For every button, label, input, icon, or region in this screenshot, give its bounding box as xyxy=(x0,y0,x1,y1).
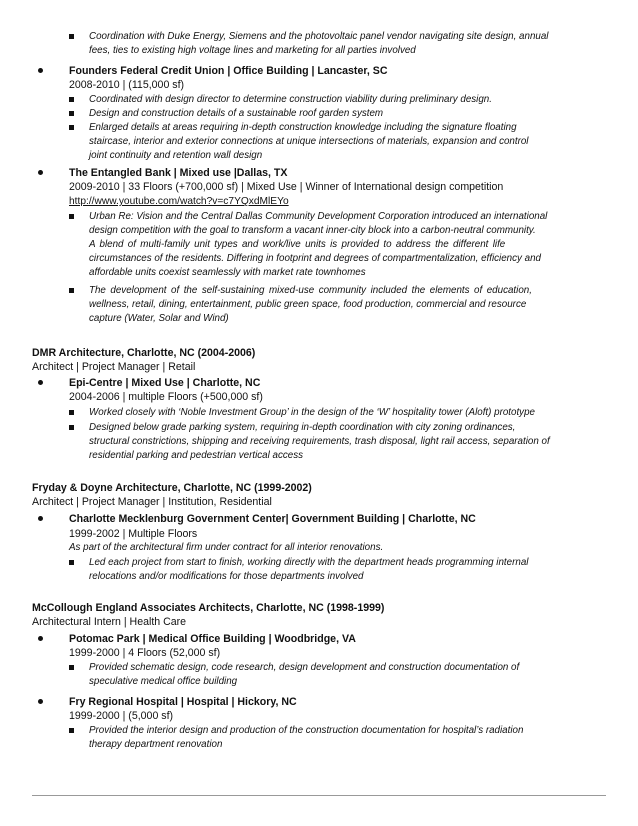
project-title: Epi-Centre | Mixed Use | Charlotte, NC xyxy=(69,377,261,389)
sub-bullet-line: capture (Water, Solar and Wind) xyxy=(89,313,229,324)
round-bullet-icon xyxy=(38,636,43,641)
sub-bullet-line: relocations and/or modifications for those departments involved xyxy=(89,571,364,582)
project-title: The Entangled Bank | Mixed use |Dallas, TX xyxy=(69,167,288,179)
sub-bullet-line: The development of the self-sustaining mixed-use community included the elements of education, xyxy=(89,285,532,296)
square-bullet-icon xyxy=(69,665,74,670)
sub-bullet-line: fees, ties to existing high voltage lines and marketing for all parties involved xyxy=(89,45,416,56)
project-meta: 1999-2000 | (5,000 sf) xyxy=(69,710,174,722)
square-bullet-icon xyxy=(69,425,74,430)
sub-bullet-line: Designed below grade parking system, requiring in-depth coordination with city zoning ordinances, xyxy=(89,422,516,433)
sub-bullet-line: therapy department renovation xyxy=(89,739,223,750)
sub-bullet-line: Coordinated with design director to determine construction viability during preliminary design. xyxy=(89,94,492,105)
sub-bullet-line: Provided schematic design, code research, design development and construction documentation of xyxy=(89,662,520,673)
job-role: Architect | Project Manager | Retail xyxy=(32,361,196,373)
job-heading: Fryday & Doyne Architecture, Charlotte, NC (1999-2002) xyxy=(32,482,312,494)
sub-bullet-line: Enlarged details at areas requiring in-depth construction knowledge including the signature floating xyxy=(89,122,517,133)
square-bullet-icon xyxy=(69,560,74,565)
project-meta: 1999-2000 | 4 Floors (52,000 sf) xyxy=(69,647,221,659)
sub-bullet-line: staircase, interior and exterior connections at unique intersections of materials, expansion and control xyxy=(89,136,529,147)
page-footer-rule xyxy=(32,795,606,796)
sub-bullet-line: joint continuity and retention wall design xyxy=(89,150,263,161)
sub-bullet-line: Provided the interior design and production of the construction documentation for hospital’s radiation xyxy=(89,725,524,736)
project-meta: 2009-2010 | 33 Floors (+700,000 sf) | Mixed Use | Winner of International design competition xyxy=(69,181,504,193)
sub-bullet-line: wellness, retail, dining, entertainment, public green space, food production, commercial and resource xyxy=(89,299,527,310)
job-heading: DMR Architecture, Charlotte, NC (2004-2006) xyxy=(32,347,256,359)
sub-bullet-line: Led each project from start to finish, working directly with the department heads programming internal xyxy=(89,557,529,568)
sub-bullet-line: Design and construction details of a sustainable roof garden system xyxy=(89,108,384,119)
project-meta: 2008-2010 | (115,000 sf) xyxy=(69,79,185,91)
project-title: Potomac Park | Medical Office Building | Woodbridge, VA xyxy=(69,633,356,645)
project-note: As part of the architectural firm under contract for all interior renovations. xyxy=(69,542,384,553)
square-bullet-icon xyxy=(69,410,74,415)
round-bullet-icon xyxy=(38,380,43,385)
sub-bullet-line: Coordination with Duke Energy, Siemens and the photovoltaic panel vendor navigating site design, annual xyxy=(89,31,549,42)
round-bullet-icon xyxy=(38,699,43,704)
job-role: Architectural Intern | Health Care xyxy=(32,616,187,628)
round-bullet-icon xyxy=(38,170,43,175)
youtube-link[interactable]: http://www.youtube.com/watch?v=c7YQxdMlEYo xyxy=(69,196,289,207)
sub-bullet-line: residential parking and pedestrian vertical access xyxy=(89,450,304,461)
square-bullet-icon xyxy=(69,288,74,293)
sub-bullet-line: circumstances of the residents. Differing in footprint and degrees of compartmentalization, efficiency and xyxy=(89,253,541,264)
job-heading: McCollough England Associates Architects, Charlotte, NC (1998-1999) xyxy=(32,602,385,614)
sub-bullet-line: structural constrictions, shipping and receiving requirements, trash disposal, light rail access, separation of xyxy=(89,436,550,447)
project-title: Charlotte Mecklenburg Government Center| Government Building | Charlotte, NC xyxy=(69,513,476,525)
project-title: Fry Regional Hospital | Hospital | Hickory, NC xyxy=(69,696,297,708)
square-bullet-icon xyxy=(69,728,74,733)
project-meta: 2004-2006 | multiple Floors (+500,000 sf) xyxy=(69,391,263,403)
project-title: Founders Federal Credit Union | Office Building | Lancaster, SC xyxy=(69,65,388,77)
sub-bullet-line: Urban Re: Vision and the Central Dallas Community Development Corporation introduced an international xyxy=(89,211,548,222)
sub-bullet-line: A blend of multi-family unit types and work/live units is provided to address the different life xyxy=(89,239,506,250)
sub-bullet-line: design competition with the goal to transform a vacant inner-city block into a carbon-neutral community. xyxy=(89,225,536,236)
square-bullet-icon xyxy=(69,214,74,219)
round-bullet-icon xyxy=(38,516,43,521)
project-meta: 1999-2002 | Multiple Floors xyxy=(69,528,198,540)
square-bullet-icon xyxy=(69,97,74,102)
job-role: Architect | Project Manager | Institution, Residential xyxy=(32,496,272,508)
square-bullet-icon xyxy=(69,34,74,39)
sub-bullet-line: Worked closely with ‘Noble Investment Group’ in the design of the ‘W’ hospitality tower (Aloft) prototype xyxy=(89,407,535,418)
sub-bullet-line: affordable units coexist seamlessly with market rate townhomes xyxy=(89,267,366,278)
square-bullet-icon xyxy=(69,125,74,130)
sub-bullet-line: speculative medical office building xyxy=(89,676,238,687)
round-bullet-icon xyxy=(38,68,43,73)
square-bullet-icon xyxy=(69,111,74,116)
